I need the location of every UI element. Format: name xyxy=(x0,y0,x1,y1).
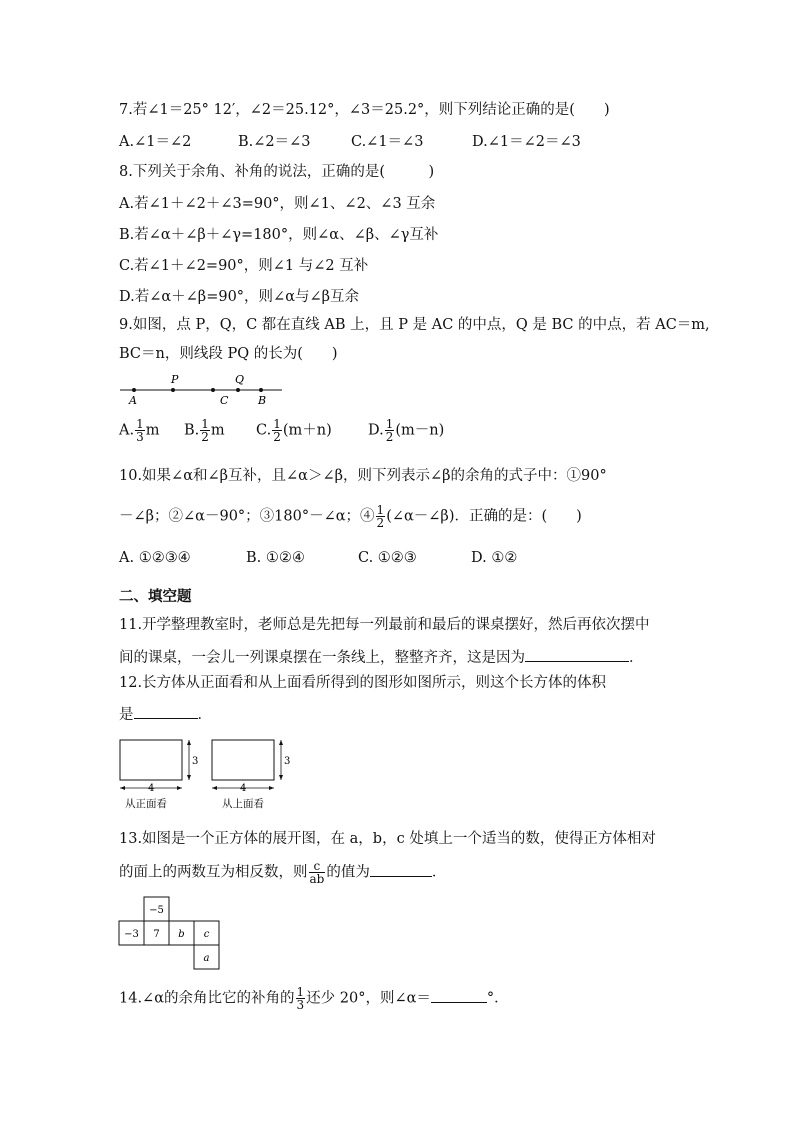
top-height-arrow-top xyxy=(279,740,283,745)
q8-option-a: A.若∠1＋∠2＋∠3=90°，则∠1、∠2、∠3 互余 xyxy=(119,196,436,212)
q8-option-d: D.若∠α＋∠β=90°，则∠α与∠β互余 xyxy=(119,289,360,305)
section-title-fill-in: 二、填空题 xyxy=(119,589,192,605)
net-value-b: b xyxy=(178,929,185,940)
q11-line1: 11.开学整理教室时，老师总是先把每一列最前和最后的课桌摆好，然后再依次摆中 xyxy=(119,617,650,633)
point-q xyxy=(236,388,240,392)
q7-option-a: A.∠1＝∠2 xyxy=(119,134,192,150)
q12-answer-blank[interactable] xyxy=(134,704,198,719)
top-width-label: 4 xyxy=(240,783,247,794)
label-q: Q xyxy=(235,373,245,386)
q10-line2: －∠β；②∠α－90°；③180°－∠α；④ $\frac{1}{2}$ (∠α－∠β)．正确的是：( ) xyxy=(119,503,582,530)
top-view-caption: 从上面看 xyxy=(222,798,264,810)
q8-option-c: C.若∠1＋∠2=90°，则∠1 与∠2 互补 xyxy=(119,258,369,274)
label-p: P xyxy=(171,373,179,386)
q9-option-d: D. $\frac{1}{2}$ (m－n) xyxy=(368,417,445,444)
front-height-arrow-top xyxy=(187,740,191,745)
front-width-arrow-left xyxy=(120,786,125,790)
point-p xyxy=(171,388,175,392)
point-c xyxy=(211,388,215,392)
q7-option-c: C.∠1＝∠3 xyxy=(351,134,424,150)
q10-line1: 10.如果∠α和∠β互补，且∠α＞∠β，则下列表示∠β的余角的式子中：①90° xyxy=(119,468,607,484)
q9-option-c: C. $\frac{1}{2}$ (m＋n) xyxy=(256,417,332,444)
q7-option-b: B.∠2＝∠3 xyxy=(238,134,311,150)
front-width-arrow-right xyxy=(177,786,182,790)
net-value-r1c2: 7 xyxy=(153,929,160,940)
q14-answer-blank[interactable] xyxy=(431,988,487,1003)
q10-option-d: D. ①② xyxy=(471,550,518,566)
top-view-rect xyxy=(212,740,274,780)
front-height-arrow-bottom xyxy=(187,775,191,780)
point-a xyxy=(132,388,136,392)
top-width-arrow-left xyxy=(212,786,217,790)
net-value-c: c xyxy=(203,929,210,940)
net-value-top: −5 xyxy=(149,905,164,916)
q9-option-b: B. $\frac{1}{2}$ m xyxy=(184,417,225,444)
q10-option-b: B. ①②④ xyxy=(246,550,305,566)
label-b: B xyxy=(258,394,267,407)
q12-line1: 12.长方体从正面看和从上面看所得到的图形如图所示，则这个长方体的体积 xyxy=(119,675,607,691)
q13-cube-net xyxy=(118,896,222,970)
q10-option-a: A. ①②③④ xyxy=(119,550,191,566)
q11-line2: 间的课桌，一会儿一列课桌摆在一条线上，整整齐齐，这是因为 ． xyxy=(119,647,644,667)
label-c: C xyxy=(220,394,229,407)
front-width-label: 4 xyxy=(148,783,155,794)
q12-line2: 是 ． xyxy=(119,704,212,724)
label-a: A xyxy=(129,394,137,407)
q9-line2: BC＝n，则线段 PQ 的长为( ) xyxy=(119,346,338,362)
top-height-arrow-bottom xyxy=(279,775,283,780)
q9-line-figure xyxy=(118,370,288,408)
q13-line1: 13.如图是一个正方体的展开图，在 a，b，c 处填上一个适当的数，使得正方体相对 xyxy=(119,831,656,847)
q8-option-b: B.若∠α＋∠β＋∠γ=180°，则∠α、∠β、∠γ互补 xyxy=(119,227,439,243)
front-view-rect xyxy=(120,740,182,780)
q13-line2: 的面上的两数互为相反数，则 $\frac{c}{ab}$ 的值为 ． xyxy=(119,859,447,886)
net-value-a: a xyxy=(203,953,210,964)
net-value-r1c1: −3 xyxy=(124,929,139,940)
q12-figure xyxy=(115,736,295,814)
q9-line1: 9.如图，点 P，Q，C 都在直线 AB 上，且 P 是 AC 的中点，Q 是 BC 的中点，若 AC＝m, xyxy=(119,317,710,333)
q11-answer-blank[interactable] xyxy=(525,647,629,662)
top-width-arrow-right xyxy=(269,786,274,790)
q14-line: 14.∠α的余角比它的补角的 $\frac{1}{3}$ 还少 20°，则∠α＝ °． xyxy=(119,985,509,1012)
q7-option-d: D.∠1＝∠2＝∠3 xyxy=(472,134,581,150)
q7-stem: 7.若∠1＝25° 12′，∠2＝25.12°，∠3＝25.2°，则下列结论正确的是( ) xyxy=(119,102,610,118)
top-height-label: 3 xyxy=(284,756,291,767)
point-b xyxy=(259,388,263,392)
front-view-caption: 从正面看 xyxy=(125,798,167,810)
q9-option-a: A. $\frac{1}{3}$ m xyxy=(119,417,160,444)
q10-option-c: C. ①②③ xyxy=(358,550,417,566)
q8-stem: 8.下列关于余角、补角的说法，正确的是( ) xyxy=(119,164,435,180)
q13-answer-blank[interactable] xyxy=(370,862,432,877)
front-height-label: 3 xyxy=(192,756,199,767)
